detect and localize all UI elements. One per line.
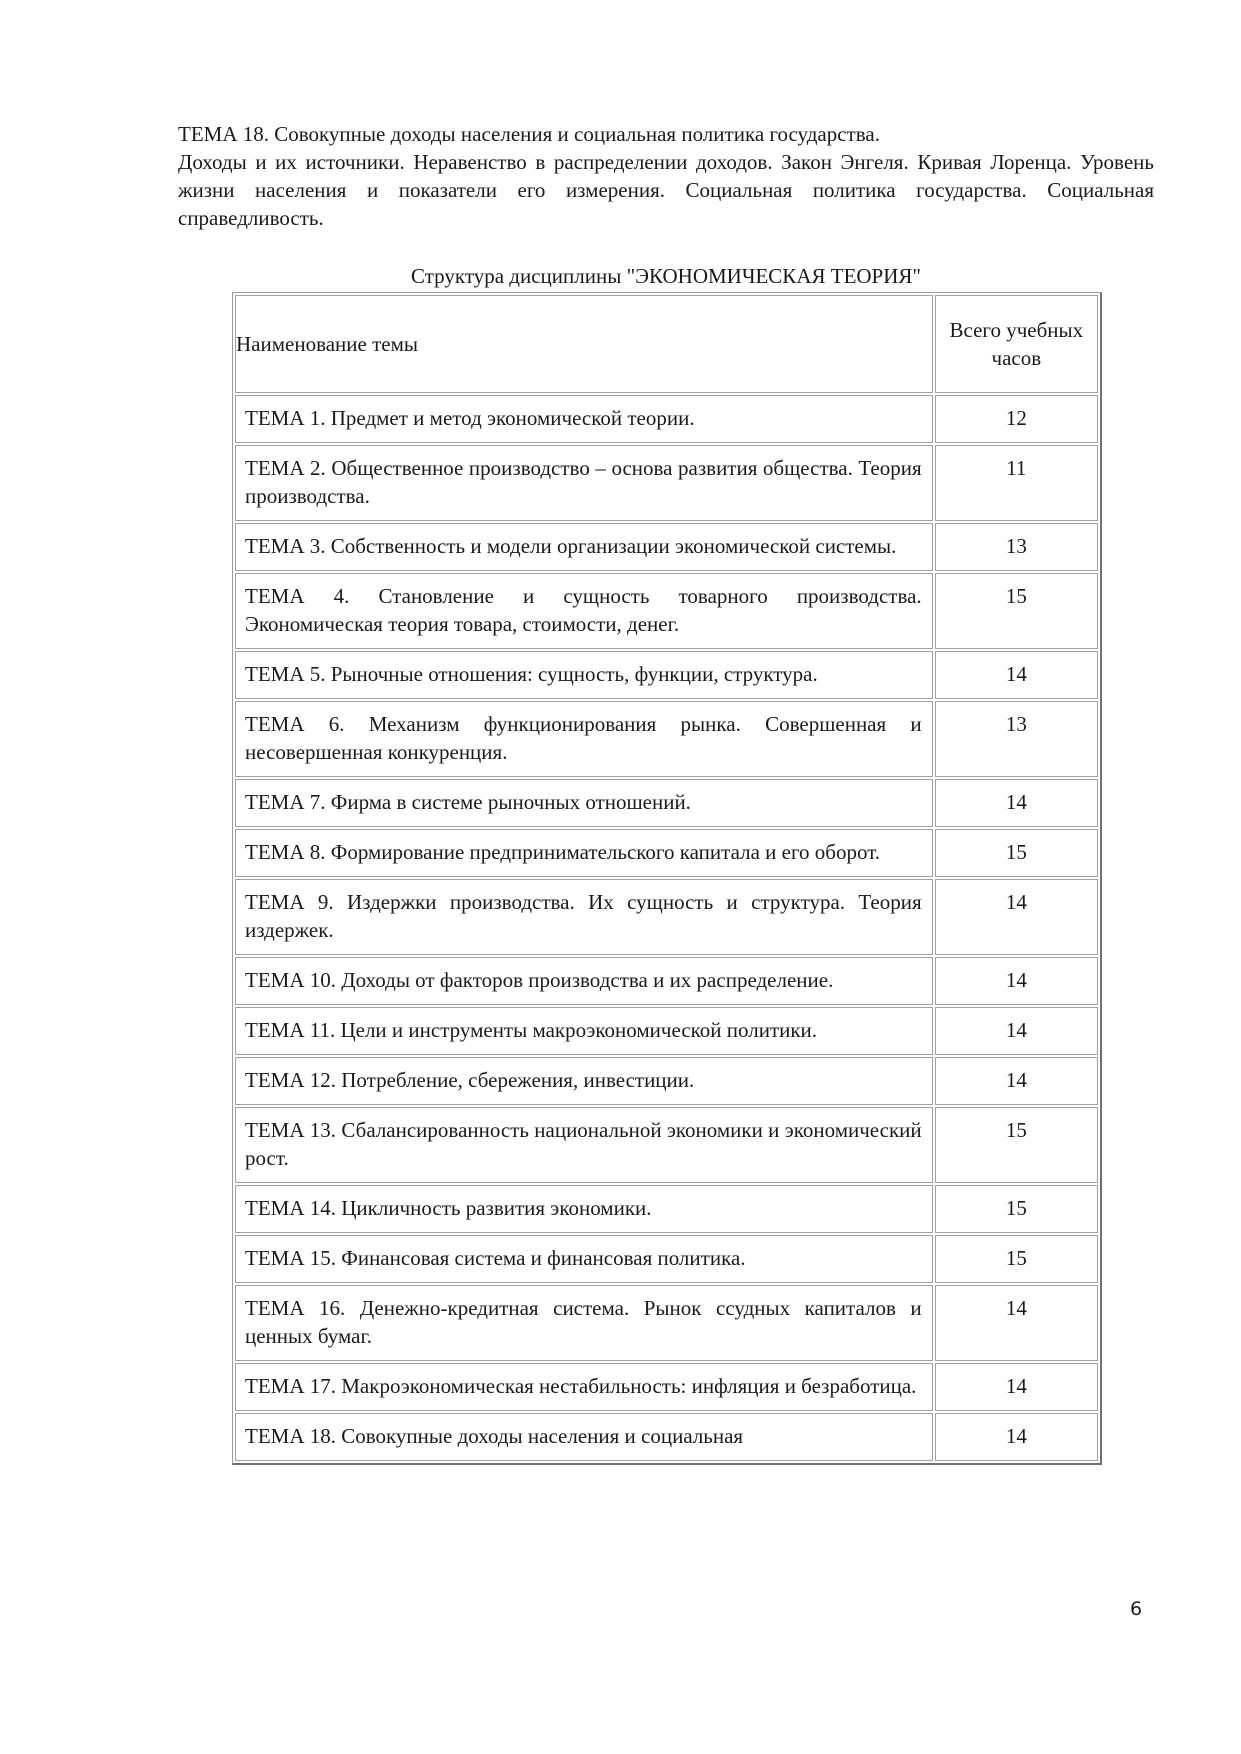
header-topic: Наименование темы xyxy=(235,295,933,393)
table-row xyxy=(235,779,1098,827)
hours-cell: 14 xyxy=(935,957,1098,1005)
topic-cell: ТЕМА 9. Издержки производства. Их сущность и структура. Теория издержек. xyxy=(235,879,933,955)
table-row xyxy=(235,395,1098,443)
table-row xyxy=(235,1185,1098,1233)
topic-cell: ТЕМА 18. Совокупные доходы населения и социальная xyxy=(235,1413,933,1461)
topic-cell: ТЕМА 5. Рыночные отношения: сущность, функции, структура. xyxy=(235,651,933,699)
table-row xyxy=(235,1413,1098,1461)
hours-cell: 14 xyxy=(935,779,1098,827)
intro-section xyxy=(178,120,1154,232)
topic-cell: ТЕМА 13. Сбалансированность национальной экономики и экономический рост. xyxy=(235,1107,933,1183)
intro-body: Доходы и их источники. Неравенство в распределении доходов. Закон Энгеля. Кривая Лоренца. Уровень жизни населения и показатели его измерения. Социальная политика государства. Социальная справедливость. xyxy=(178,150,1154,230)
table-row xyxy=(235,651,1098,699)
hours-cell: 14 xyxy=(935,1413,1098,1461)
topic-cell: ТЕМА 4. Становление и сущность товарного производства. Экономическая теория товара, стоимости, денег. xyxy=(235,573,933,649)
topic-cell: ТЕМА 6. Механизм функционирования рынка. Совершенная и несовершенная конкуренция. xyxy=(235,701,933,777)
topic-cell: ТЕМА 17. Макроэкономическая нестабильность: инфляция и безработица. xyxy=(235,1363,933,1411)
header-hours: Всего учебных часов xyxy=(935,295,1098,393)
topic-cell: ТЕМА 10. Доходы от факторов производства и их распределение. xyxy=(235,957,933,1005)
discipline-structure-table xyxy=(232,292,1102,1465)
table-row xyxy=(235,573,1098,649)
hours-cell: 11 xyxy=(935,445,1098,521)
table-body xyxy=(235,295,1098,1461)
table-row xyxy=(235,1235,1098,1283)
hours-cell: 14 xyxy=(935,879,1098,955)
table-row xyxy=(235,445,1098,521)
topic-cell: ТЕМА 11. Цели и инструменты макроэкономической политики. xyxy=(235,1007,933,1055)
topic-cell: ТЕМА 2. Общественное производство – основа развития общества. Теория производства. xyxy=(235,445,933,521)
table-row xyxy=(235,879,1098,955)
table-row xyxy=(235,701,1098,777)
topic-cell: ТЕМА 14. Цикличность развития экономики. xyxy=(235,1185,933,1233)
table-row xyxy=(235,1285,1098,1361)
hours-cell: 14 xyxy=(935,1007,1098,1055)
hours-cell: 14 xyxy=(935,1057,1098,1105)
table-row xyxy=(235,1363,1098,1411)
hours-cell: 15 xyxy=(935,573,1098,649)
table-row xyxy=(235,523,1098,571)
hours-cell: 15 xyxy=(935,1235,1098,1283)
topic-cell: ТЕМА 7. Фирма в системе рыночных отношений. xyxy=(235,779,933,827)
hours-cell: 14 xyxy=(935,651,1098,699)
table-header-row xyxy=(235,295,1098,393)
topic-cell: ТЕМА 3. Собственность и модели организации экономической системы. xyxy=(235,523,933,571)
table-row xyxy=(235,957,1098,1005)
topic-cell: ТЕМА 15. Финансовая система и финансовая политика. xyxy=(235,1235,933,1283)
hours-cell: 13 xyxy=(935,523,1098,571)
hours-cell: 15 xyxy=(935,1107,1098,1183)
hours-cell: 14 xyxy=(935,1285,1098,1361)
hours-cell: 15 xyxy=(935,829,1098,877)
topic-cell: ТЕМА 16. Денежно-кредитная система. Рынок ссудных капиталов и ценных бумаг. xyxy=(235,1285,933,1361)
hours-cell: 15 xyxy=(935,1185,1098,1233)
table-caption: Структура дисциплины "ЭКОНОМИЧЕСКАЯ ТЕОРИЯ" xyxy=(411,264,921,288)
hours-cell: 13 xyxy=(935,701,1098,777)
table-row xyxy=(235,1007,1098,1055)
table-row xyxy=(235,1107,1098,1183)
page-number: 6 xyxy=(1130,1598,1143,1620)
topic-cell: ТЕМА 8. Формирование предпринимательского капитала и его оборот. xyxy=(235,829,933,877)
hours-cell: 14 xyxy=(935,1363,1098,1411)
table-row xyxy=(235,829,1098,877)
topic-cell: ТЕМА 1. Предмет и метод экономической теории. xyxy=(235,395,933,443)
hours-cell: 12 xyxy=(935,395,1098,443)
intro-heading: ТЕМА 18. Совокупные доходы населения и социальная политика государства. xyxy=(178,122,880,146)
table-row xyxy=(235,1057,1098,1105)
topic-cell: ТЕМА 12. Потребление, сбережения, инвестиции. xyxy=(235,1057,933,1105)
